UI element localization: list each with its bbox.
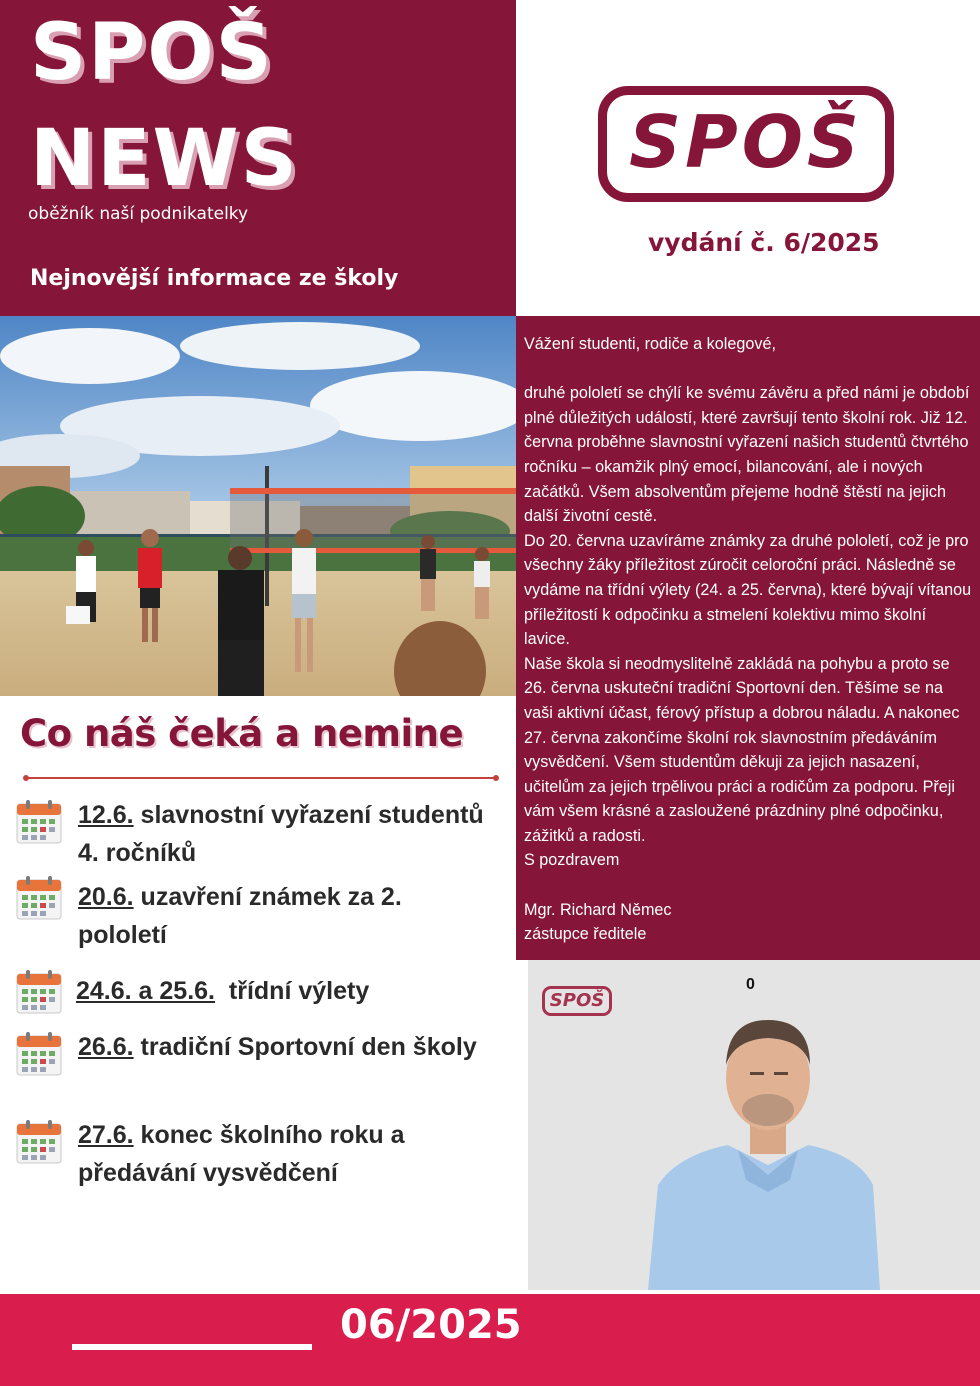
portrait-logo: SPOŠ	[542, 986, 612, 1016]
section-divider	[26, 777, 496, 779]
calendar-icon	[16, 876, 62, 920]
event-text	[78, 1116, 488, 1192]
letter-greeting: Vážení studenti, rodiče a kolegové,	[524, 335, 776, 353]
event-description: slavnostní vyřazení studentů 4. ročníků	[78, 801, 484, 867]
director-letter	[516, 316, 980, 960]
event-description: uzavření známek za 2. pololetí	[78, 883, 402, 949]
issue-number: vydání č. 6/2025	[648, 228, 880, 257]
newsletter-tagline: Nejnovější informace ze školy	[30, 266, 399, 291]
volleyball-photo-illustration	[0, 316, 516, 696]
school-logo-text: SPOŠ	[629, 100, 863, 184]
letter-paragraph: druhé pololetí se chýlí ke svému závěru a před námi je období plné důležitých událostí, které završují tento školní rok. Již 12. června proběhne slavnostní vyřazení našich studentů čtvrtého ročníku – okamžik plný emocí, bilancování, ale i nových začátků. Všem absolventům přejeme hodně štěstí na jejich další životní cestě.	[524, 384, 970, 526]
event-text	[78, 1028, 488, 1066]
event-description: třídní výlety	[215, 977, 370, 1005]
footer-date: 06/2025	[340, 1302, 522, 1348]
masthead	[0, 0, 516, 316]
event-date: 12.6.	[78, 801, 134, 829]
deputy-director-portrait	[528, 960, 980, 1290]
newsletter-title-line2: NEWS	[30, 114, 299, 204]
calendar-icon	[16, 1120, 62, 1164]
event-description: konec školního roku a předávání vysvědčení	[78, 1121, 405, 1187]
newsletter-subtitle: oběžník naší podnikatelky	[28, 204, 249, 224]
signature-name: Mgr. Richard Němec	[524, 900, 672, 919]
footer-bar	[0, 1294, 980, 1386]
calendar-icon	[16, 1032, 62, 1076]
footer-line	[72, 1344, 312, 1350]
event-date: 27.6.	[78, 1121, 134, 1149]
volleyball-photo	[0, 316, 516, 696]
school-logo	[598, 86, 894, 202]
letter-closing: S pozdravem	[524, 851, 620, 870]
event-text	[78, 796, 488, 872]
calendar-icon	[16, 970, 62, 1014]
event-description: tradiční Sportovní den školy	[133, 1033, 477, 1061]
event-text	[76, 972, 486, 1010]
letter-paragraph: Naše škola si neodmyslitelně zakládá na pohybu a proto se 26. června uskuteční tradiční Sportovní den. Těšíme se na vaši aktivní účast, férový přístup a dobrou náladu. A nakonec 27. června zakončíme školní rok slavnostním předáváním vysvědčení. Všem studentům děkuji za jejich nasazení, učitelům za jejich trpělivou práci a rodičům za podporu. Přeji vám všem krásné a zasloužené prázdniny plné odpočinku, zážitků a radosti.	[524, 654, 960, 845]
newsletter-title-line1: SPOŠ	[30, 8, 274, 98]
letter-paragraph: Do 20. června uzavíráme známky za druhé pololetí, což je pro všechny žáky příležitost zúročit celoroční práci. Následně se vydáme na třídní výlety (24. a 25. června), které bývají vítanou příležitostí k odpočinku a stmelení kolektivu mimo školní lavice.	[524, 531, 972, 649]
signature-role: zástupce ředitele	[524, 925, 647, 944]
events-heading: Co náš čeká a nemine	[20, 712, 464, 755]
event-date: 20.6.	[78, 883, 134, 911]
calendar-icon	[16, 800, 62, 844]
portrait-mark: 0	[746, 976, 755, 993]
event-text	[78, 878, 488, 954]
event-date: 26.6.	[78, 1033, 134, 1061]
event-date: 24.6. a 25.6.	[76, 977, 216, 1005]
